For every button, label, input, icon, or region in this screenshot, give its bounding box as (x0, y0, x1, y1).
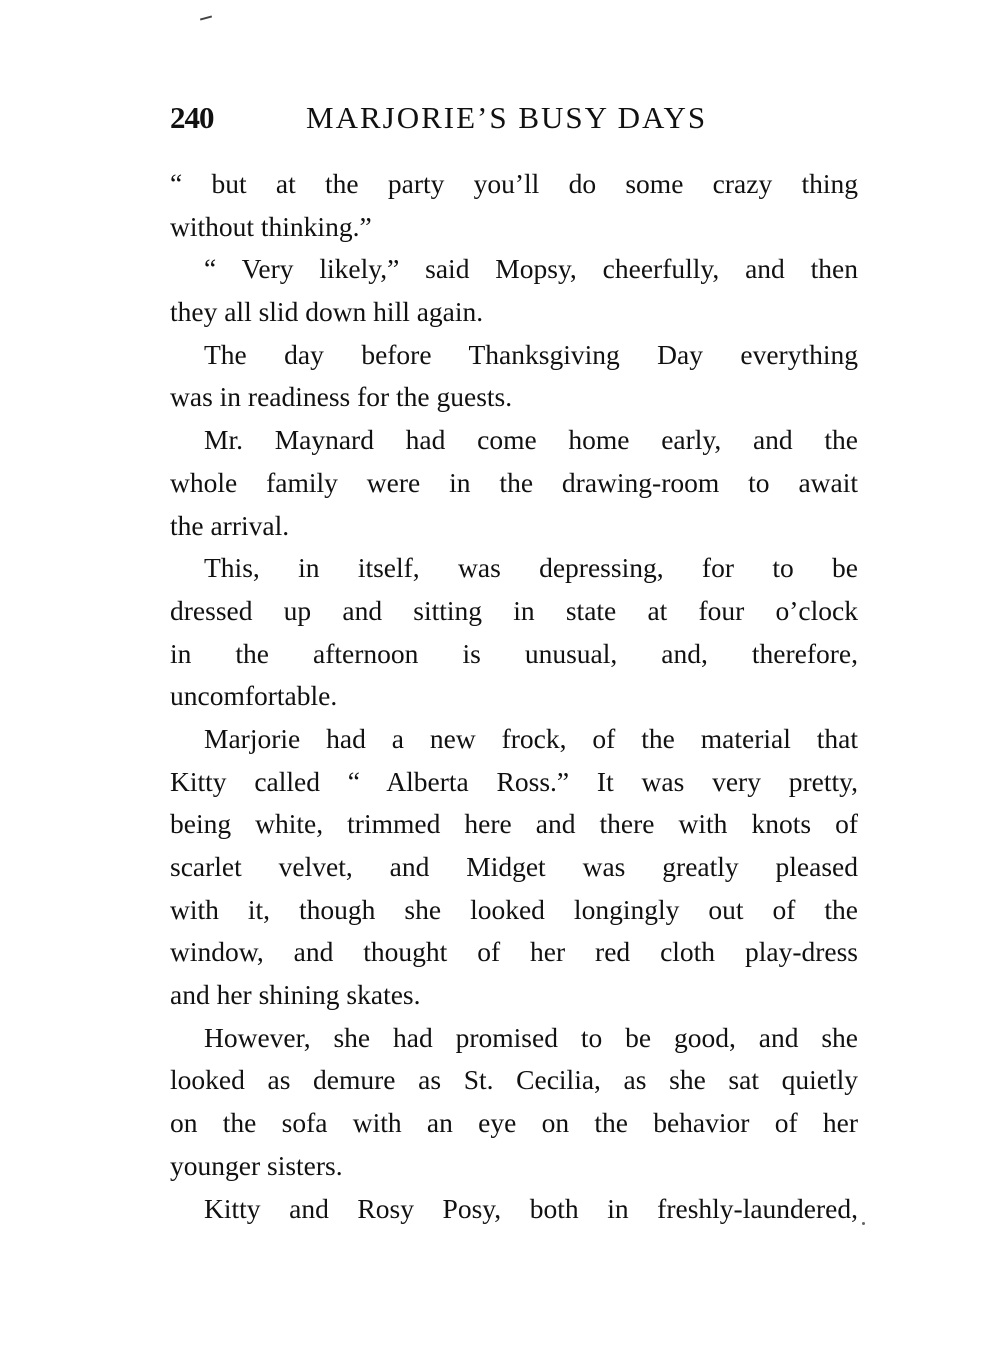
text-line: Kitty called “ Alberta Ross.” It was very pretty, (170, 765, 858, 797)
text-line: whole family were in the drawing-room to await (170, 466, 858, 498)
text-line: This, in itself, was depressing, for to be (204, 552, 858, 584)
print-speck (862, 1222, 865, 1225)
text-line: However, she had promised to be good, and she (204, 1021, 858, 1053)
text-line: dressed up and sitting in state at four o’clock (170, 594, 858, 626)
text-line: with it, though she looked longingly out of the (170, 893, 858, 925)
text-line: on the sofa with an eye on the behavior of her (170, 1107, 858, 1139)
text-line: The day before Thanksgiving Day everything (204, 338, 858, 370)
text-line: younger sisters. (170, 1149, 343, 1181)
text-line: without thinking.” (170, 210, 372, 242)
text-line: in the afternoon is unusual, and, therefore, (170, 637, 858, 669)
page-header (170, 100, 860, 144)
text-line: they all slid down hill again. (170, 296, 484, 328)
page-number: 240 (170, 100, 214, 135)
text-line: “ Very likely,” said Mopsy, cheerfully, and then (204, 253, 858, 285)
text-line: the arrival. (170, 509, 290, 541)
text-line: being white, trimmed here and there with knots of (170, 808, 858, 840)
body-text (170, 163, 858, 1230)
text-line: Marjorie had a new frock, of the material that (204, 722, 858, 754)
text-line: and her shining skates. (170, 979, 421, 1011)
text-line: uncomfortable. (170, 680, 338, 712)
text-line: Kitty and Rosy Posy, both in freshly-laundered, (204, 1192, 858, 1224)
text-line: window, and thought of her red cloth play-dress (170, 936, 858, 968)
text-line: “ but at the party you’ll do some crazy thing (170, 168, 858, 199)
text-line: looked as demure as St. Cecilia, as she sat quietly (170, 1064, 858, 1096)
text-line: Mr. Maynard had come home early, and the (204, 424, 858, 456)
running-title: MARJORIE’S BUSY DAYS (306, 100, 708, 135)
text-line: scarlet velvet, and Midget was greatly pleased (170, 851, 858, 882)
print-speck (200, 15, 212, 20)
text-line: was in readiness for the guests. (170, 381, 513, 413)
